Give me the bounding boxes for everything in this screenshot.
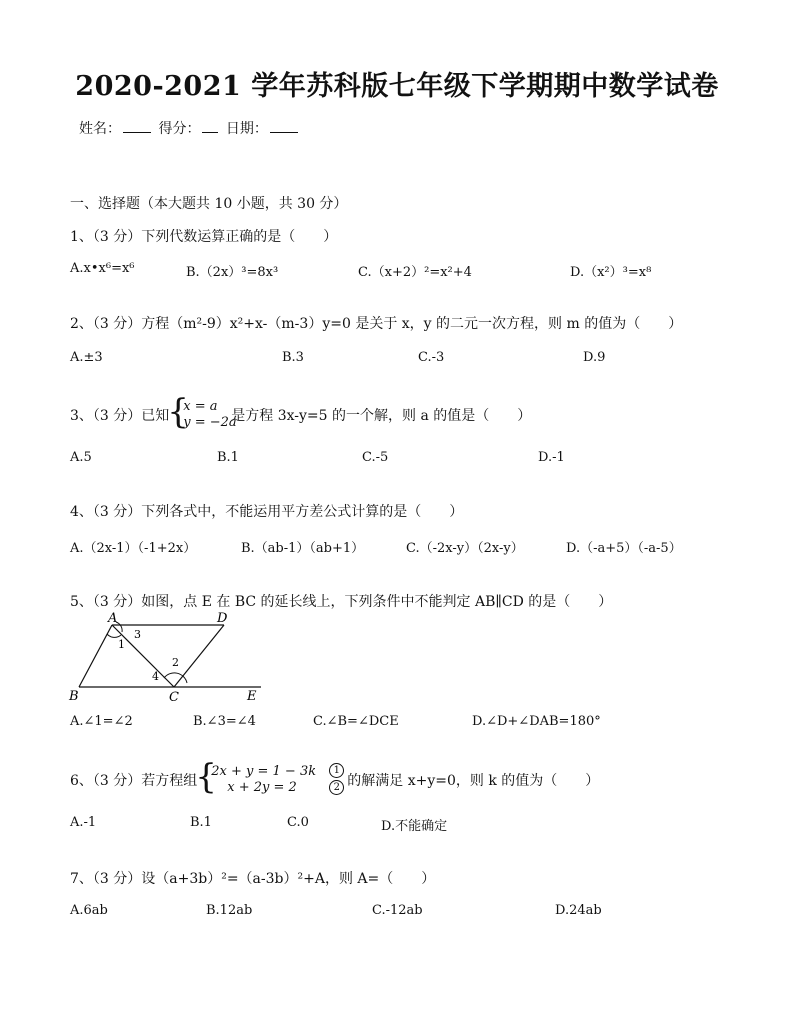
question-2-option-b[interactable]: B.3 (282, 350, 304, 365)
question-6-option-b[interactable]: B.1 (190, 815, 212, 830)
left-brace: { (195, 757, 217, 797)
question-6-option-c[interactable]: C.0 (287, 815, 309, 830)
question-3-equation-system (167, 392, 237, 432)
question-1-option-d[interactable]: D.（x²）³=x⁸ (570, 265, 652, 280)
question-6-equation-system (195, 757, 347, 797)
score-blank[interactable] (202, 120, 218, 133)
question-1-option-b[interactable]: B.（2x）³=8x³ (186, 265, 279, 280)
angle-4-label: 4 (152, 670, 159, 683)
question-2-stem: 2、（3 分）方程（m²-9）x²+x-（m-3）y=0 是关于 x，y 的二元一次方程，则 m 的值为（ ） (70, 316, 683, 332)
question-1-option-c[interactable]: C.（x+2）²=x²+4 (358, 265, 472, 280)
question-3-suffix: 是方程 3x-y=5 的一个解，则 a 的值是（ ） (231, 408, 532, 424)
question-3-option-d[interactable]: D.-1 (538, 450, 565, 465)
angle-3-label: 3 (134, 628, 141, 641)
name-label: 姓名： (79, 121, 121, 137)
question-5-option-c[interactable]: C.∠B=∠DCE (313, 714, 399, 729)
section-heading: 一、选择题（本大题共 10 小题，共 30 分） (70, 196, 348, 212)
student-info-line (79, 118, 301, 138)
date-blank[interactable] (270, 120, 298, 133)
question-2-option-c[interactable]: C.-3 (418, 350, 445, 365)
angle-arc-1 (107, 634, 121, 637)
point-c-label: C (169, 690, 179, 704)
question-7-option-a[interactable]: A.6ab (70, 903, 108, 918)
system-row-1: 2x + y = 1 − 3k (211, 764, 317, 779)
date-label: 日期： (225, 121, 268, 137)
point-e-label: E (247, 689, 257, 704)
question-5-option-b[interactable]: B.∠3=∠4 (193, 714, 256, 729)
system-row-1: x = a (183, 399, 218, 414)
angle-2-label: 2 (172, 656, 179, 669)
system-row-2: y = −2a (183, 415, 237, 430)
system-row-2: x + 2y = 2 (227, 780, 297, 795)
point-d-label: D (217, 611, 228, 626)
question-1-option-a[interactable]: A.x•x⁶=x⁶ (70, 261, 135, 276)
score-label: 得分： (158, 121, 201, 137)
question-6-suffix: 的解满足 x+y=0，则 k 的值为（ ） (347, 773, 600, 789)
segment-cd (174, 625, 224, 687)
question-3-prefix: 3、（3 分）已知 (70, 408, 170, 424)
point-a-label: A (108, 611, 118, 626)
question-7-stem: 7、（3 分）设（a+3b）²=（a-3b）²+A，则 A=（ ） (70, 871, 436, 887)
question-7-option-b[interactable]: B.12ab (206, 903, 253, 918)
question-3-stem (70, 392, 532, 432)
question-3-option-b[interactable]: B.1 (217, 450, 239, 465)
question-7-option-d[interactable]: D.24ab (555, 903, 602, 918)
question-4-option-c[interactable]: C.（-2x-y）（2x-y） (406, 541, 524, 556)
exam-title: 2020-2021 学年苏科版七年级下学期期中数学试卷 (75, 71, 719, 102)
question-4-option-d[interactable]: D.（-a+5）（-a-5） (566, 541, 682, 556)
equation-marker-1: 1 (329, 763, 344, 778)
equation-marker-2: 2 (329, 780, 344, 795)
angle-1-label: 1 (118, 638, 125, 651)
question-7-option-c[interactable]: C.-12ab (372, 903, 423, 918)
question-4-stem: 4、（3 分）下列各式中，不能运用平方差公式计算的是（ ） (70, 504, 464, 520)
question-3-option-c[interactable]: C.-5 (362, 450, 389, 465)
name-blank[interactable] (123, 120, 151, 133)
question-6-stem (70, 757, 600, 797)
question-6-option-d[interactable]: D.不能确定 (381, 819, 448, 834)
left-brace: { (167, 392, 189, 432)
question-4-option-b[interactable]: B.（ab-1）（ab+1） (241, 541, 365, 556)
question-3-option-a[interactable]: A.5 (70, 450, 92, 465)
question-6-option-a[interactable]: A.-1 (70, 815, 97, 830)
point-b-label: B (69, 689, 79, 704)
question-6-prefix: 6、（3 分）若方程组 (70, 773, 198, 789)
question-2-option-a[interactable]: A.±3 (70, 350, 103, 365)
question-5-stem: 5、（3 分）如图，点 E 在 BC 的延长线上，下列条件中不能判定 AB∥CD 的是（ ） (70, 594, 613, 610)
question-5-option-d[interactable]: D.∠D+∠DAB=180° (472, 714, 601, 729)
question-5-figure (66, 608, 266, 704)
question-1-stem: 1、（3 分）下列代数运算正确的是（ ） (70, 229, 338, 245)
question-5-option-a[interactable]: A.∠1=∠2 (70, 714, 133, 729)
question-2-option-d[interactable]: D.9 (583, 350, 606, 365)
question-4-option-a[interactable]: A.（2x-1）（-1+2x） (70, 541, 197, 556)
